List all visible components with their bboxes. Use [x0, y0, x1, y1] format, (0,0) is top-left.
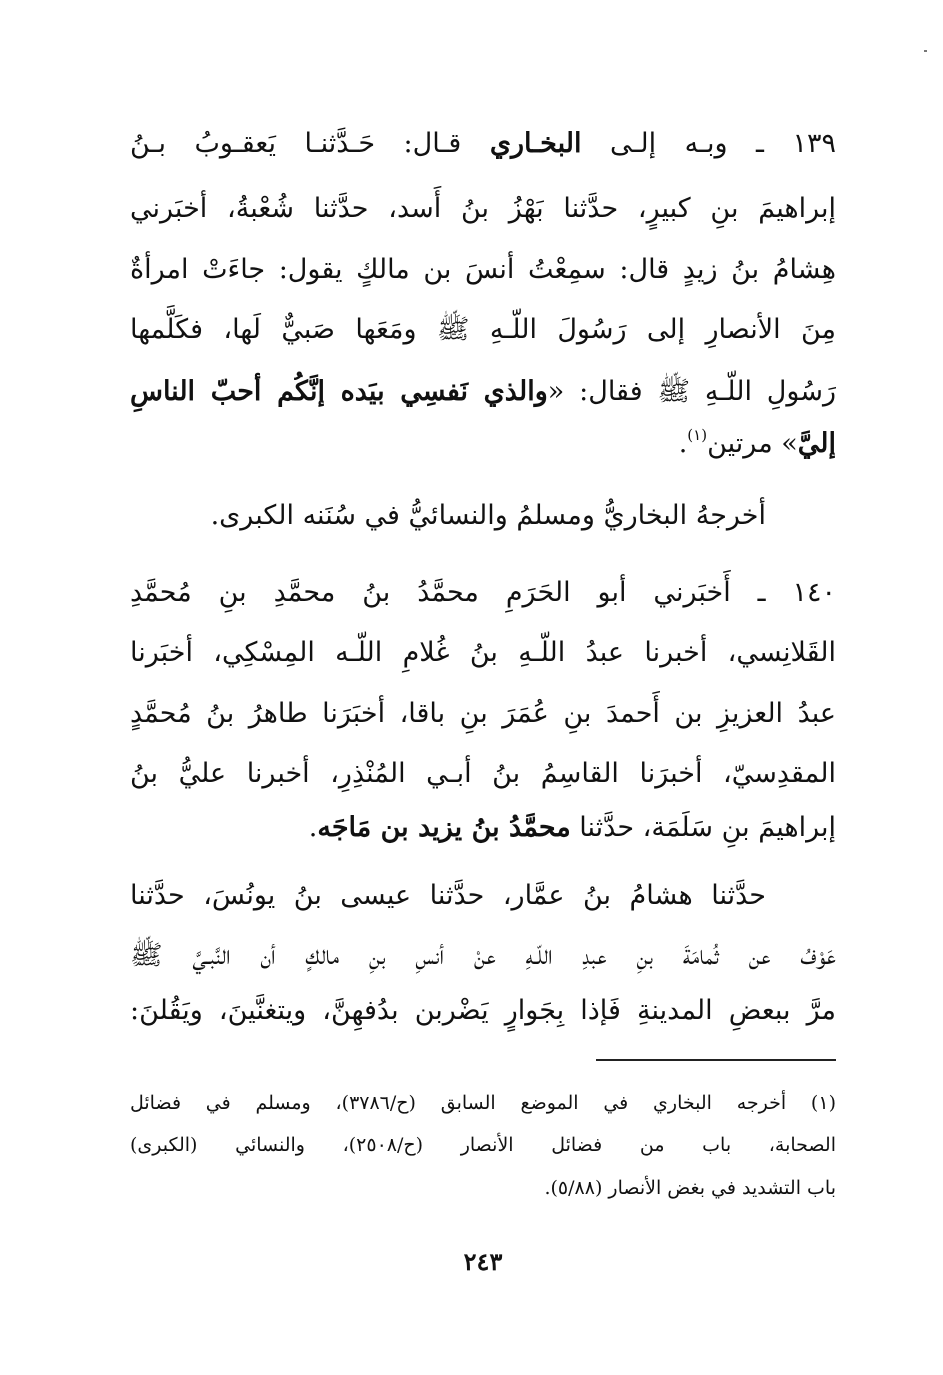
hadith-139-line-6: [130, 418, 836, 470]
text-run: » مرتين: [707, 428, 798, 459]
book-page: [130, 0, 836, 1375]
footnote-text: باب التشديد في بغض الأنصار (٥/٨٨).: [544, 1177, 836, 1199]
footnote-line-3: [130, 1168, 836, 1208]
footnote-line-1: [130, 1083, 836, 1123]
hadith-139-takhrij: [130, 490, 836, 542]
text-run: حدَّثنا هشامُ بنُ عمَّار، حدَّثنا عيسى بنُ يونُسَ، حدَّثنا: [130, 880, 766, 911]
hadith-140-cont-line-2: [130, 930, 836, 982]
text-run: رَسُولِ اللّـهِ ﷺ فقال: «: [547, 376, 836, 407]
hadith-139-line-2: [130, 183, 836, 235]
hadith-140-line-5: [130, 802, 836, 854]
page-number: ٢٤٣: [463, 1247, 503, 1276]
text-run: ١٤٠ ـ أَخبَرني أبو الحَرَمِ محمَّدُ بنُ محمَّدِ بنِ مُحمَّدِ: [130, 577, 836, 608]
text-run: .: [308, 812, 318, 843]
text-run: عبدُ العزيزِ بن أَحمدَ بنِ عُمَرَ بنِ باقا، أخبَرَنا طاهرُ بنُ مُحمَّدٍ: [130, 698, 836, 729]
hadith-140-cont-line-3: [130, 985, 836, 1037]
text-run: .: [678, 428, 688, 459]
footnote-line-2: [130, 1125, 836, 1165]
text-run: قـال: حَـدَّثنـا يَعقـوبُ بـنُ: [130, 128, 490, 159]
text-run: هِشامُ بنُ زيدٍ قال: سمِعْتُ أنسَ بن مالكٍ يقول: جاءَتْ امرأةٌ: [130, 254, 836, 285]
footnote-marker[interactable]: (١): [687, 426, 708, 444]
narrator-bold: محمَّدُ بنُ يزيد بن مَاجَه: [317, 812, 571, 843]
text-run: ١٣٩ ـ وبـه إلـى: [581, 128, 836, 159]
text-run: مِنَ الأنصارِ إلى رَسُولَ اللّـهِ ﷺ ومَعَها صَبيٌّ لَها، فكَلَّمها: [130, 314, 836, 345]
hadith-139-line-4: [130, 304, 836, 356]
hadith-139-line-1: [130, 118, 836, 170]
hadith-139-line-5: [130, 366, 836, 418]
hadith-matn-bold: والذي نَفسِي بيَده إنَّكُم أحبّ الناسِ: [130, 376, 548, 407]
hadith-matn-bold: إليَّ: [797, 428, 836, 459]
text-run: المقدِسيّ، أخبرَنا القاسِمُ بنُ أبـي المُنْذِرِ، أخبرنا عليُّ بنُ: [130, 758, 836, 789]
narrator-bold: البخـاري: [489, 128, 582, 159]
footnote-divider: [596, 1059, 836, 1061]
hadith-140-cont-line-1: [130, 870, 836, 922]
hadith-140-line-4: [130, 748, 836, 800]
takhrij-text: أخرجهُ البخاريُّ ومسلمُ والنسائيُّ في سُنَنه الكبرى.: [210, 500, 766, 531]
text-run: مرَّ ببعضِ المدينةِ فَإذا بِجَوارٍ يَضْربن بدُفهِنَّ، ويتغنَّينَ، ويَقُلنَ:: [130, 995, 836, 1026]
hadith-139-line-3: [130, 244, 836, 296]
text-run: إبراهيمَ بنِ سَلَمَة، حدَّثنا: [570, 812, 836, 843]
text-run: القَلانِسي، أخبرنا عبدُ اللّـهِ بنُ غُلامِ اللّـه المِسْكِي، أخبَرنا: [130, 637, 836, 668]
hadith-140-line-3: [130, 688, 836, 740]
text-run: إبراهيمَ بنِ كبيرٍ، حدَّثنا بَهْزُ بنُ أَسد، حدَّثنا شُعْبةُ، أخبَرني: [130, 193, 836, 224]
hadith-140-line-1: [130, 567, 836, 619]
scan-speck: [924, 50, 927, 52]
hadith-140-line-2: [130, 627, 836, 679]
text-run: عَوْفُ عن ثُمامَةَ بنِ عبدِ اللّـهِ عنْ أنسِ بنِ مالكٍ أن النَّبـيَّ ﷺ: [130, 940, 836, 971]
footnote-text: (١) أخرجه البخاري في الموضع السابق (ح/٣٧٨٦)، ومسلم في فضائل: [130, 1092, 836, 1114]
footnote-text: الصحابة، باب من فضائل الأنصار (ح/٢٥٠٨)، والنسائي (الكبرى): [130, 1134, 836, 1156]
